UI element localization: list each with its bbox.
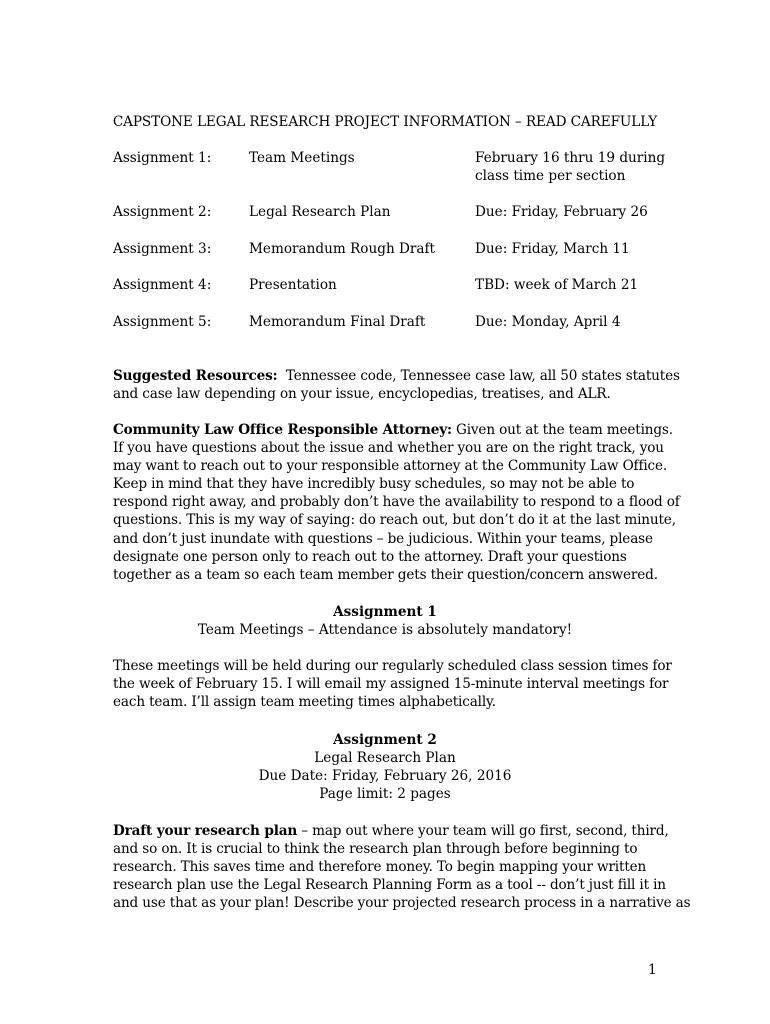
assignment-name: Presentation (249, 277, 337, 293)
assignment-1-header (0, 603, 770, 639)
attorney-text: together as a team so each team member gets their question/concern answered. (113, 566, 658, 583)
paragraph-text: and use that as your plan! Describe your projected research process in a narrative as (113, 895, 691, 912)
attorney-text: may want to reach out to your responsible attorney at the Community Law Office. (113, 458, 668, 475)
assignment-label: Assignment 2: (113, 204, 212, 220)
assignment-label: Assignment 4: (113, 277, 212, 293)
assignment-1-paragraph (113, 657, 672, 711)
assignment-date: Due: Monday, April 4 (475, 314, 621, 330)
assignment-2-paragraph (113, 822, 691, 912)
page-limit: Page limit: 2 pages (319, 786, 451, 803)
document-title: CAPSTONE LEGAL RESEARCH PROJECT INFORMATION – READ CAREFULLY (112, 114, 658, 130)
suggested-resources-paragraph (113, 367, 680, 403)
due-date: Due Date: Friday, February 26, 2016 (258, 768, 512, 785)
paragraph-text: research plan use the Legal Research Planning Form as a tool -- don’t just fill it in (113, 877, 666, 894)
section-subheading: Team Meetings – Attendance is absolutely mandatory! (197, 622, 573, 639)
paragraph-text: each team. I’ll assign team meeting times alphabetically. (113, 694, 496, 711)
paragraph-text: – map out where your team will go first, second, third, (297, 823, 669, 839)
assignment-name: Memorandum Final Draft (249, 314, 426, 330)
attorney-text: questions. This is my way of saying: do reach out, but don’t do it at the last minute, (113, 512, 676, 529)
paragraph-text: and so on. It is crucial to think the research plan through before beginning to (113, 841, 638, 858)
assignment-name: Team Meetings (249, 150, 355, 166)
attorney-paragraph (113, 421, 680, 584)
resources-heading: Suggested Resources: (113, 368, 278, 384)
attorney-text: Keep in mind that they have incredibly busy schedules, so may not be able to (113, 476, 635, 493)
section-heading: Assignment 1 (333, 604, 437, 620)
assignment-name: Memorandum Rough Draft (249, 241, 436, 257)
assignment-date: TBD: week of March 21 (475, 277, 639, 293)
assignment-date: February 16 thru 19 during class time per section (475, 150, 666, 184)
page-number: 1 (648, 962, 657, 978)
resources-text: and case law depending on your issue, encyclopedias, treatises, and ALR. (113, 386, 611, 403)
assignment-label: Assignment 1: (113, 150, 212, 166)
paragraph-text: research. This saves time and therefore money. To begin mapping your written (113, 859, 647, 876)
attorney-text: respond right away, and probably don’t have the availability to respond to a flood of (113, 494, 680, 511)
resources-text: Tennessee code, Tennessee case law, all 50 states statutes (285, 368, 680, 384)
attorney-text: If you have questions about the issue and whether you are on the right track, you (113, 440, 664, 457)
attorney-heading: Community Law Office Responsible Attorney: (113, 422, 452, 438)
attorney-text: designate one person only to reach out to the attorney. Draft your questions (113, 548, 627, 565)
attorney-text: and don’t just inundate with questions – be judicious. Within your teams, please (113, 530, 653, 547)
assignment-label: Assignment 3: (113, 241, 212, 257)
attorney-text: Given out at the team meetings. (456, 422, 673, 438)
draft-heading: Draft your research plan (113, 823, 298, 839)
assignment-date: Due: Friday, March 11 (475, 241, 630, 257)
section-heading: Assignment 2 (333, 732, 437, 748)
section-subheading: Legal Research Plan (314, 750, 456, 767)
assignment-name: Legal Research Plan (249, 204, 391, 220)
paragraph-text: the week of February 15. I will email my assigned 15-minute interval meetings for (113, 676, 669, 693)
paragraph-text: These meetings will be held during our regularly scheduled class session times for (113, 658, 672, 674)
assignment-2-header (0, 731, 770, 803)
assignment-label: Assignment 5: (113, 314, 212, 330)
assignment-date: Due: Friday, February 26 (475, 204, 648, 220)
